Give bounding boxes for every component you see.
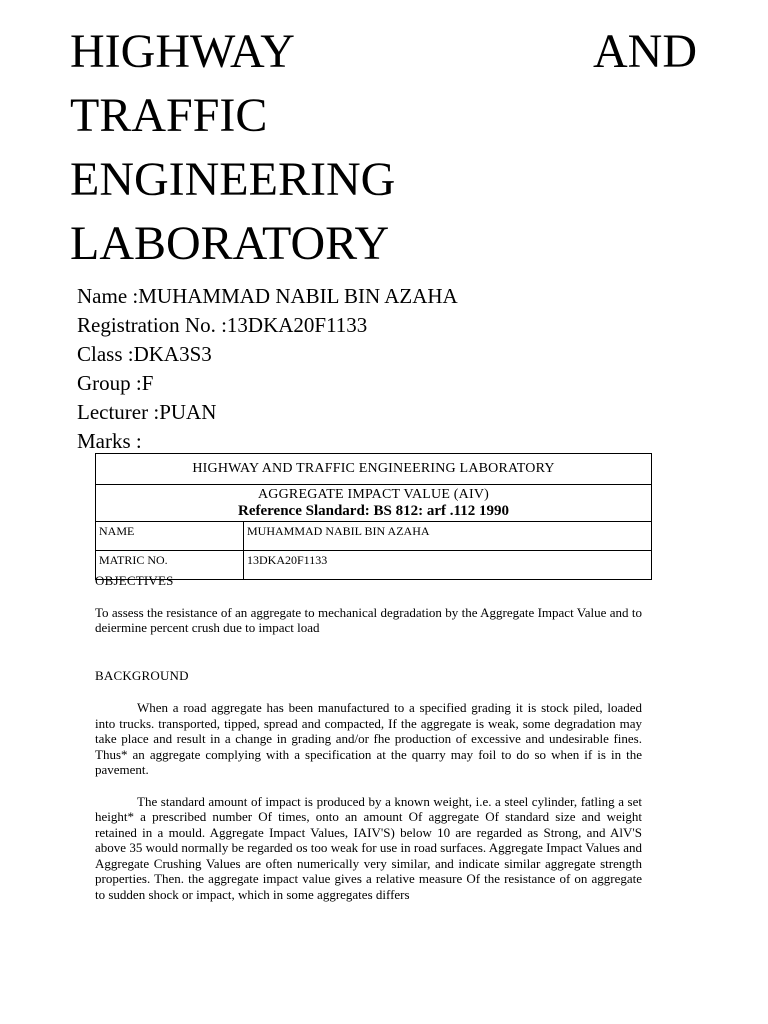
form-reference: Reference Slandard: BS 812: arf .112 1990 bbox=[238, 503, 509, 519]
info-class: Class :DKA3S3 bbox=[77, 342, 212, 366]
objectives-text: To assess the resistance of an aggregate to mechanical degradation by the Aggregate Impact Value and to deiermine percent crush due to impact load bbox=[95, 604, 642, 635]
form-name-row bbox=[96, 522, 652, 551]
matric-label: MATRIC NO. bbox=[96, 551, 244, 580]
form-header-row bbox=[96, 454, 652, 485]
document-title bbox=[70, 20, 697, 276]
name-label: NAME bbox=[96, 522, 244, 551]
info-registration: Registration No. :13DKA20F1133 bbox=[77, 313, 368, 337]
title-line-1 bbox=[70, 20, 697, 84]
document-body bbox=[95, 573, 642, 902]
lab-form-table bbox=[95, 453, 652, 580]
form-subheader-cell bbox=[96, 485, 652, 522]
matric-value: 13DKA20F1133 bbox=[244, 551, 652, 580]
background-paragraph-2: The standard amount of impact is produced by a known weight, i.e. a steel cylinder, fatling a set height* a prescribed number Of times, onto an amount Of aggregate Of standard size and weight retained in a mould. Aggregate Impact Values, IAIV'S) below 10 are regarded as Strong, and AlV'S above 35 would normally be regarded os too weak for use in road surfaces. Aggregate Impact Values and Aggregate Crushing Values are often numerically very similar, and indicate similar aggregate strength properties. Then. the aggregate impact value gives a relative measure Of the resistance of on aggregate to sudden shock or impact, which in some aggregates differs bbox=[95, 793, 642, 902]
form-subheader-row bbox=[96, 485, 652, 522]
info-lecturer: Lecturer :PUAN bbox=[77, 400, 217, 424]
info-name: Name :MUHAMMAD NABIL BIN AZAHA bbox=[77, 284, 458, 308]
title-line-2: TRAFFIC bbox=[70, 89, 268, 142]
form-header: HIGHWAY AND TRAFFIC ENGINEERING LABORATORY bbox=[96, 454, 652, 485]
title-word-highway: HIGHWAY bbox=[70, 25, 295, 78]
student-info bbox=[77, 282, 458, 456]
form-subheader: AGGREGATE IMPACT VALUE (AIV) bbox=[257, 487, 490, 502]
objectives-heading: OBJECTIVES bbox=[95, 573, 174, 588]
title-line-3: ENGINEERING bbox=[70, 153, 396, 206]
info-marks: Marks : bbox=[77, 429, 142, 453]
title-line-4: LABORATORY bbox=[70, 217, 390, 270]
title-word-and: AND bbox=[593, 25, 697, 78]
info-group: Group :F bbox=[77, 371, 154, 395]
background-heading: BACKGROUND bbox=[95, 667, 189, 683]
background-paragraph-1: When a road aggregate has been manufactured to a specified grading it is stock piled, loaded into trucks. transported, tipped, spread and compacted, If the aggregate is weak, some degradation may take place and result in a change in grading and/or fhe production of excessive and undesirable fines. Thus* an aggregate complying with a specification at the quarry may foil to do so when if is in the pavement. bbox=[95, 700, 642, 777]
name-value: MUHAMMAD NABIL BIN AZAHA bbox=[244, 522, 652, 551]
